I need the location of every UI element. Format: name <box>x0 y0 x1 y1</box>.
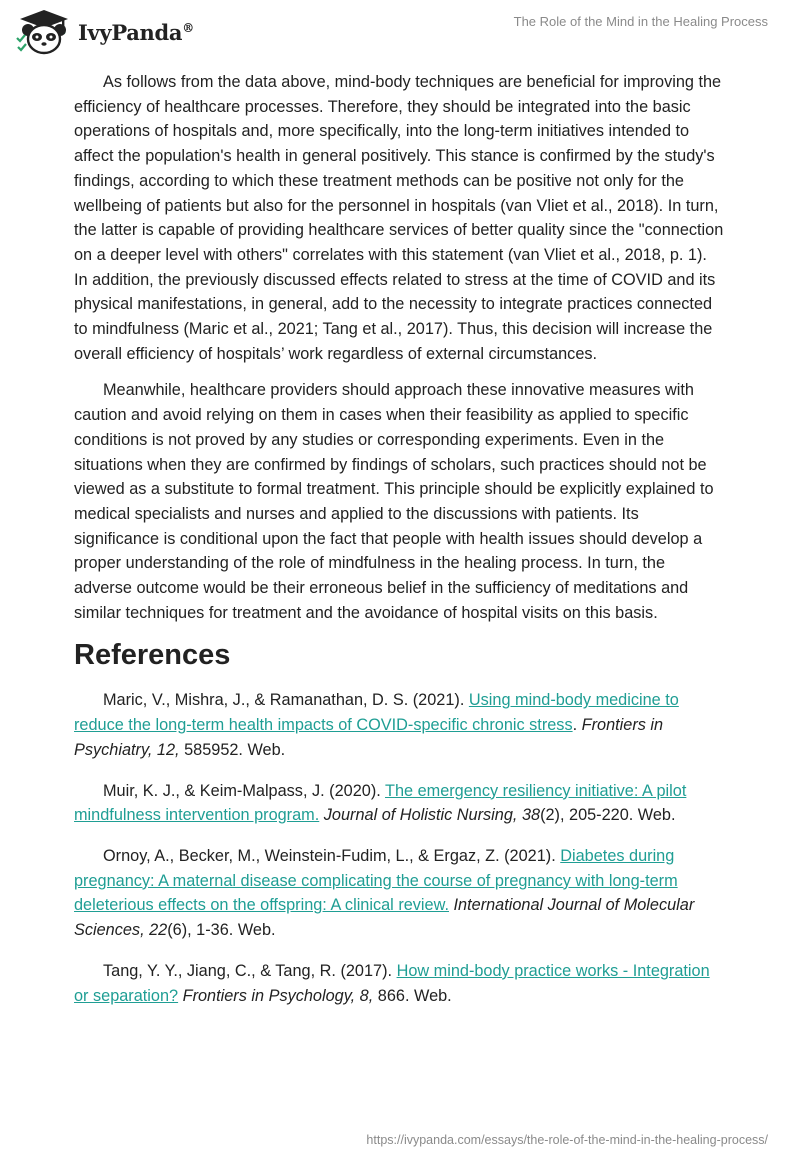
reference-journal: Journal of Holistic Nursing, 38 <box>323 806 541 825</box>
brand-name: IvyPanda® <box>78 19 194 45</box>
references-heading: References <box>74 639 231 672</box>
reference-separator: . <box>572 716 582 735</box>
reference-entry <box>74 959 724 1008</box>
reference-details: 585952. Web. <box>179 740 286 759</box>
reference-journal: International Journal of Molecular Sciences, 22 <box>74 896 695 940</box>
reference-authors: Tang, Y. Y., Jiang, C., & Tang, R. (2017). <box>103 961 397 980</box>
reference-journal: Frontiers in Psychiatry, 12, <box>74 716 664 759</box>
reference-entry <box>74 779 724 828</box>
reference-details: 866. Web. <box>373 986 452 1005</box>
reference-details: (6), 1-36. Web. <box>167 921 276 940</box>
body-paragraph: As follows from the data above, mind-body techniques are beneficial for improving the efficiency of healthcare processes. Therefore, they should be integrated into the basic operations of hospitals and, more specifically, into the long-term initiatives intended to affect the population's health in general positively. This stance is confirmed by the study's findings, according to which these treatment methods can be positive not only for the wellbeing of patients but also for the personnel in hospitals (van Vliet et al., 2018). In turn, the latter is capable of providing healthcare services of better quality since the "connection on a deeper level with others" correlates with this statement (van Vliet et al., 2018, p. 1). In addition, the previously discussed effects related to stress at the time of COVID and its physical manifestations, in general, add to the necessity to integrate practices connected to mindfulness (Maric et al., 2021; Tang et al., 2017). Thus, this decision will increase the overall efficiency of hospitals’ work regardless of external circumstances. <box>74 73 724 363</box>
reference-link[interactable]: Using mind-body medicine to reduce the long-term health impacts of COVID-specific chronic stress <box>74 691 679 735</box>
reference-link[interactable]: How mind-body practice works - Integration or separation? <box>74 961 710 1005</box>
ivypanda-logo[interactable] <box>14 8 194 56</box>
reference-entry <box>74 688 724 762</box>
reference-authors: Maric, V., Mishra, J., & Ramanathan, D. S. (2021). <box>103 691 469 710</box>
page-header <box>0 0 800 64</box>
source-url[interactable]: https://ivypanda.com/essays/the-role-of-the-mind-in-the-healing-process/ <box>366 1133 768 1147</box>
reference-link[interactable]: Diabetes during pregnancy: A maternal disease complicating the course of pregnancy with long-term deleterious effects on the offspring: A clinical review. <box>74 846 678 915</box>
reference-entry <box>74 844 724 943</box>
reference-link[interactable]: The emergency resiliency initiative: A pilot mindfulness intervention program. <box>74 781 687 825</box>
body-paragraph: Meanwhile, healthcare providers should approach these innovative measures with caution and avoid relying on them in cases when their feasibility as applied to specific conditions is not proved by any studies or corresponding experiments. Even in the situations when they are confirmed by findings of scholars, such practices should not be viewed as a substitute to formal treatment. This principle should be explicitly explained to medical specialists and nurses and applied to the discussions with patients. Its significance is conditional upon the fact that people with health issues should develop a proper understanding of the role of mindfulness in the healing process. In turn, the adverse outcome would be their erroneous belief in the sufficiency of meditations and similar techniques for treatment and the avoidance of hospital visits on this basis. <box>74 381 714 622</box>
essay-body <box>74 70 724 1024</box>
reference-authors: Ornoy, A., Becker, M., Weinstein-Fudim, L., & Ergaz, Z. (2021). <box>103 846 561 865</box>
panda-graduate-icon <box>14 8 74 56</box>
reference-details: (2), 205-220. Web. <box>540 806 676 825</box>
reference-journal: Frontiers in Psychology, 8, <box>182 986 374 1005</box>
document-title: The Role of the Mind in the Healing Process <box>513 14 768 29</box>
reference-authors: Muir, K. J., & Keim-Malpass, J. (2020). <box>103 781 385 800</box>
